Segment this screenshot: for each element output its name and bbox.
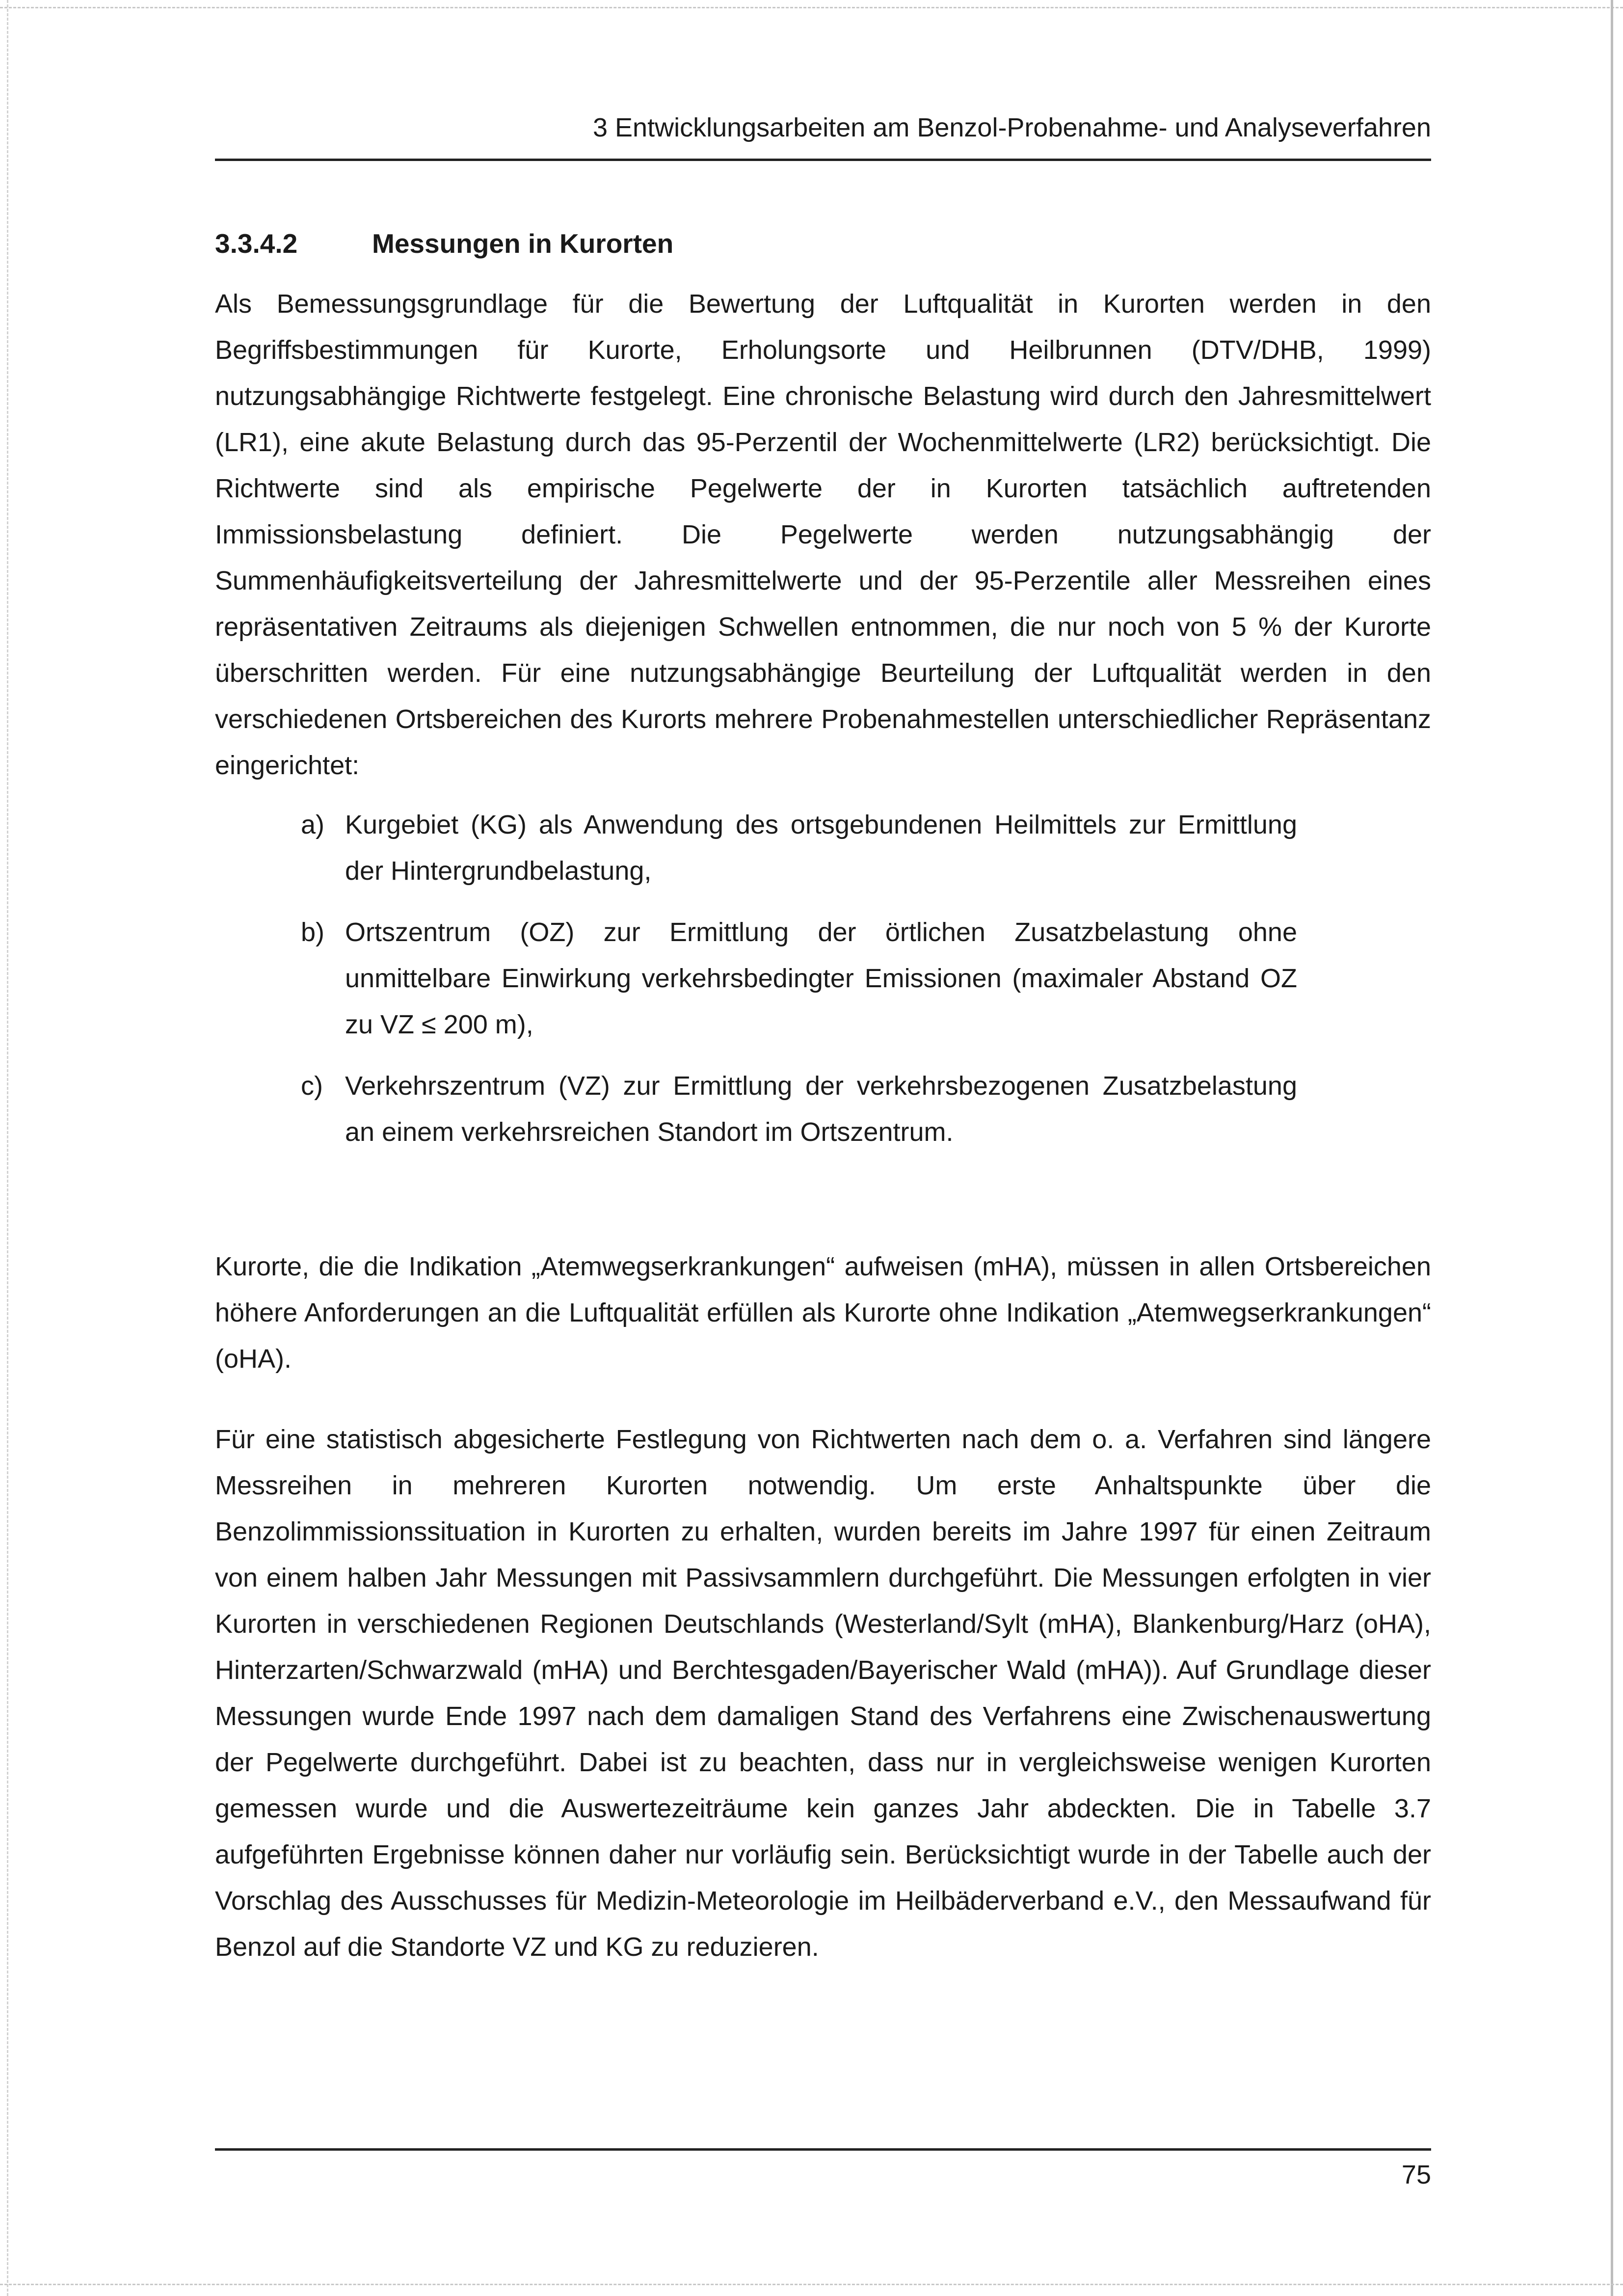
paragraph-measurements: Für eine statistisch abgesicherte Festlegung von Richtwerten nach dem o. a. Verfahren sind längere Messreihen in mehreren Kurorten notwendig. Um erste Anhaltspunkte über die Benzolimmissionssituation in Kurorten zu erhalten, wurden bereits im Jahre 1997 für einen Zeitraum von einem halben Jahr Messungen mit Passivsammlern durchgeführt. Die Messungen erfolgten in vier Kurorten in verschiedenen Regionen Deutschlands (Westerland/Sylt (mHA), Blankenburg/Harz (oHA), Hinterzarten/Schwarzwald (mHA) und Berchtesgaden/Bayerischer Wald (mHA)). Auf Grundlage dieser Messungen wurde Ende 1997 nach dem damaligen Stand des Verfahrens eine Zwischenauswertung der Pegelwerte durchgeführt. Dabei ist zu beachten, dass nur in vergleichsweise wenigen Kurorten gemessen wurde und die Auswertezeiträume kein ganzes Jahr abdeckten. Die in Tabelle 3.7 aufgeführten Ergebnisse können daher nur vorläufig sein. Berücksichtigt wurde in der Tabelle auch der Vorschlag des Ausschusses für Medizin-Meteorologie im Heilbäderverband e.V., den Messaufwand für Benzol auf die Standorte VZ und KG zu reduzieren. <box>215 1425 1431 1962</box>
section-number: 3.3.4.2 <box>215 228 298 259</box>
scan-edge-bottom <box>0 2284 1623 2285</box>
list-item <box>301 909 1297 1048</box>
paragraph-indication: Kurorte, die die Indikation „Atemwegserkrankungen“ aufweisen (mHA), müssen in allen Ortsbereichen höhere Anforderungen an die Luftqualität erfüllen als Kurorte ohne Indikation „Atemwegserkrankungen“ (oHA). <box>215 1252 1431 1374</box>
page-number: 75 <box>1401 2160 1431 2189</box>
list-marker: a) <box>301 810 325 839</box>
list-item <box>301 802 1297 894</box>
list-item <box>301 1063 1297 1155</box>
scan-edge-left <box>7 0 8 2296</box>
list-item-text: Ortszentrum (OZ) zur Ermittlung der örtlichen Zusatzbelastung ohne unmittelbare Einwirkung verkehrsbedingter Emissionen (maximaler Abstand OZ zu VZ ≤ 200 m), <box>345 918 1297 1039</box>
list-marker: c) <box>301 1071 323 1101</box>
running-header: 3 Entwicklungsarbeiten am Benzol-Probenahme- und Analyseverfahren <box>593 113 1431 142</box>
footer-rule <box>215 2148 1431 2151</box>
paragraph-intro: Als Bemessungsgrundlage für die Bewertung der Luftqualität in Kurorten werden in den Begriffsbestimmungen für Kurorte, Erholungsorte und Heilbrunnen (DTV/DHB, 1999) nutzungsabhängige Richtwerte festgelegt. Eine chronische Belastung wird durch den Jahresmittelwert (LR1), eine akute Belastung durch das 95-Perzentil der Wochenmittelwerte (LR2) berücksichtigt. Die Richtwerte sind als empirische Pegelwerte der in Kurorten tatsächlich auftretenden Immissionsbelastung definiert. Die Pegelwerte werden nutzungsabhängig der Summenhäufigkeitsverteilung der Jahresmittelwerte und der 95-Perzentile aller Messreihen eines repräsentativen Zeitraums als diejenigen Schwellen entnommen, die nur noch von 5 % der Kurorte überschritten werden. Für eine nutzungsabhängige Beurteilung der Luftqualität werden in den verschiedenen Ortsbereichen des Kurorts mehrere Probenahmestellen unterschiedlicher Repräsentanz eingerichtet: <box>215 289 1431 780</box>
list-item-text: Verkehrszentrum (VZ) zur Ermittlung der verkehrsbezogenen Zusatzbelastung an einem verkehrsreichen Standort im Ortszentrum. <box>345 1071 1297 1147</box>
list-marker: b) <box>301 918 325 947</box>
scan-edge-top <box>0 7 1623 8</box>
measurement-site-list <box>301 802 1297 1170</box>
section-title: Messungen in Kurorten <box>372 228 674 259</box>
list-item-text: Kurgebiet (KG) als Anwendung des ortsgebundenen Heilmittels zur Ermittlung der Hintergrundbelastung, <box>345 810 1297 886</box>
section-heading <box>215 226 1431 261</box>
scan-edge-right <box>1611 0 1613 2296</box>
header-rule <box>215 159 1431 161</box>
